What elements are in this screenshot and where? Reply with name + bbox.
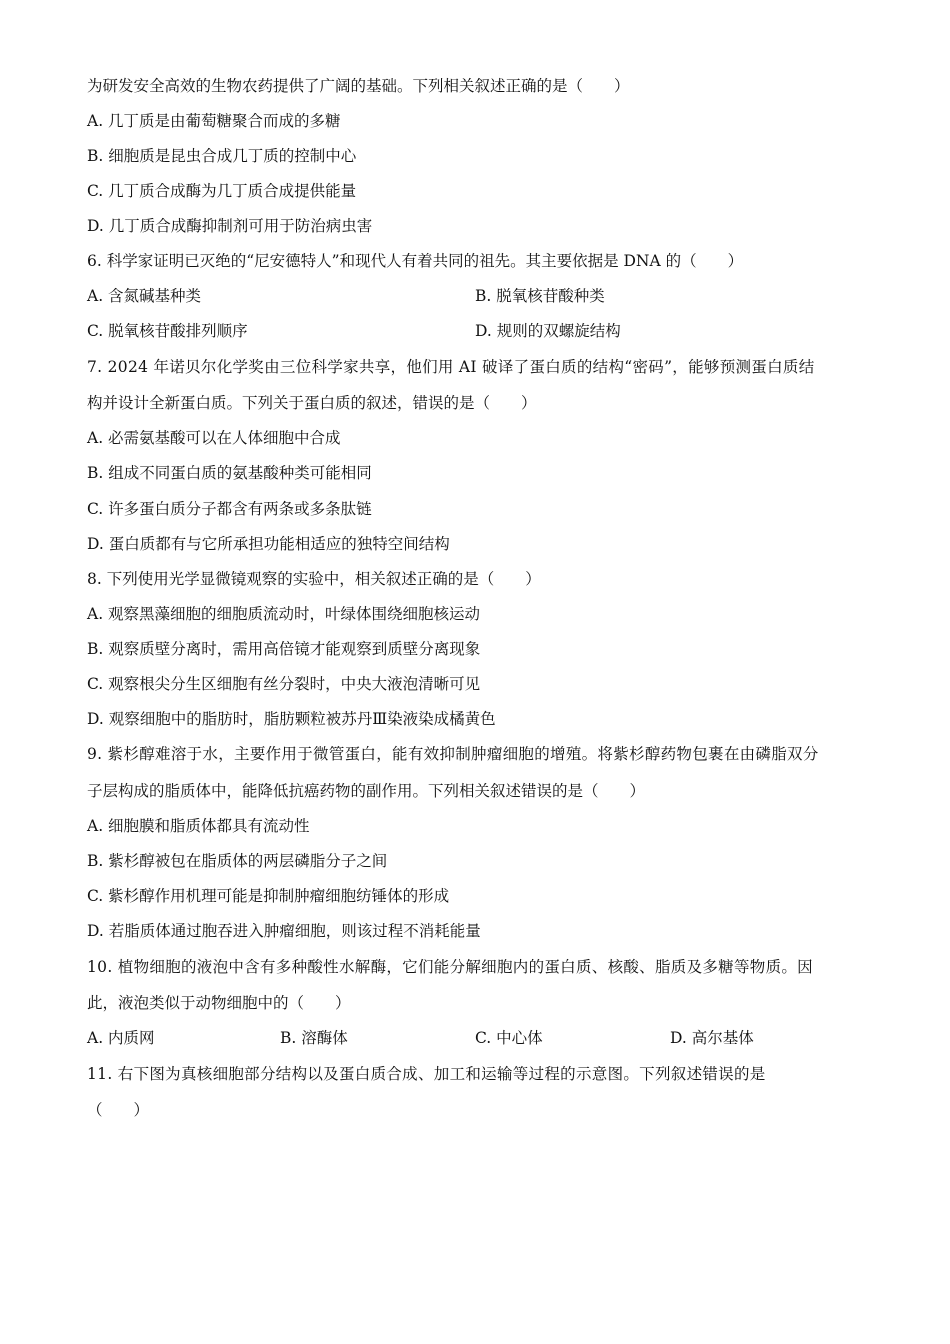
q7-option-c: C. 许多蛋白质分子都含有两条或多条肽链 bbox=[87, 500, 372, 518]
q9-option-b: B. 紫杉醇被包在脂质体的两层磷脂分子之间 bbox=[87, 852, 388, 870]
q7-option-d: D. 蛋白质都有与它所承担功能相适应的独特空间结构 bbox=[87, 535, 450, 553]
q11-stem-line-1: 11. 右下图为真核细胞部分结构以及蛋白质合成、加工和运输等过程的示意图。下列叙述错误的是 bbox=[87, 1065, 766, 1083]
q7-option-b: B. 组成不同蛋白质的氨基酸种类可能相同 bbox=[87, 464, 372, 482]
q9-option-a: A. 细胞膜和脂质体都具有流动性 bbox=[87, 817, 310, 835]
q5-option-d: D. 几丁质合成酶抑制剂可用于防治病虫害 bbox=[87, 217, 373, 235]
q7-stem-line-2: 构并设计全新蛋白质。下列关于蛋白质的叙述，错误的是（ ） bbox=[87, 394, 537, 412]
q8-stem: 8. 下列使用光学显微镜观察的实验中，相关叙述正确的是（ ） bbox=[87, 570, 541, 588]
q8-option-c: C. 观察根尖分生区细胞有丝分裂时，中央大液泡清晰可见 bbox=[87, 675, 481, 693]
q9-stem-line-1: 9. 紫杉醇难溶于水，主要作用于微管蛋白，能有效抑制肿瘤细胞的增殖。将紫杉醇药物包裹在由磷脂双分 bbox=[87, 745, 819, 763]
q6-option-c: C. 脱氧核苷酸排列顺序 bbox=[87, 322, 248, 340]
q10-option-b: B. 溶酶体 bbox=[280, 1029, 348, 1047]
q10-stem-line-2: 此，液泡类似于动物细胞中的（ ） bbox=[87, 994, 351, 1012]
q9-stem-line-2: 子层构成的脂质体中，能降低抗癌药物的副作用。下列相关叙述错误的是（ ） bbox=[87, 782, 646, 800]
q5-option-a: A. 几丁质是由葡萄糖聚合而成的多糖 bbox=[87, 112, 341, 130]
q8-option-a: A. 观察黑藻细胞的细胞质流动时，叶绿体围绕细胞核运动 bbox=[87, 605, 481, 623]
q9-option-c: C. 紫杉醇作用机理可能是抑制肿瘤细胞纺锤体的形成 bbox=[87, 887, 450, 905]
q6-option-d: D. 规则的双螺旋结构 bbox=[475, 322, 621, 340]
q9-option-d: D. 若脂质体通过胞吞进入肿瘤细胞，则该过程不消耗能量 bbox=[87, 922, 481, 940]
q6-option-a: A. 含氮碱基种类 bbox=[87, 287, 202, 305]
q10-option-c: C. 中心体 bbox=[475, 1029, 543, 1047]
q10-stem-line-1: 10. 植物细胞的液泡中含有多种酸性水解酶，它们能分解细胞内的蛋白质、核酸、脂质及多糖等物质。因 bbox=[87, 958, 813, 976]
q5-stem-continuation: 为研发安全高效的生物农药提供了广阔的基础。下列相关叙述正确的是（ ） bbox=[87, 77, 630, 95]
q5-option-b: B. 细胞质是昆虫合成几丁质的控制中心 bbox=[87, 147, 357, 165]
q8-option-d: D. 观察细胞中的脂肪时，脂肪颗粒被苏丹Ⅲ染液染成橘黄色 bbox=[87, 710, 496, 728]
q7-option-a: A. 必需氨基酸可以在人体细胞中合成 bbox=[87, 429, 341, 447]
q8-option-b: B. 观察质壁分离时，需用高倍镜才能观察到质壁分离现象 bbox=[87, 640, 481, 658]
q6-option-b: B. 脱氧核苷酸种类 bbox=[475, 287, 605, 305]
q7-stem-line-1: 7. 2024 年诺贝尔化学奖由三位科学家共享，他们用 AI 破译了蛋白质的结构“密码”，能够预测蛋白质结 bbox=[87, 358, 815, 376]
q10-option-a: A. 内质网 bbox=[87, 1029, 155, 1047]
q5-option-c: C. 几丁质合成酶为几丁质合成提供能量 bbox=[87, 182, 357, 200]
q6-stem: 6. 科学家证明已灭绝的“尼安德特人”和现代人有着共同的祖先。其主要依据是 DNA 的（ ） bbox=[87, 252, 744, 270]
q11-stem-line-2: （ ） bbox=[87, 1101, 150, 1119]
q10-option-d: D. 高尔基体 bbox=[670, 1029, 754, 1047]
